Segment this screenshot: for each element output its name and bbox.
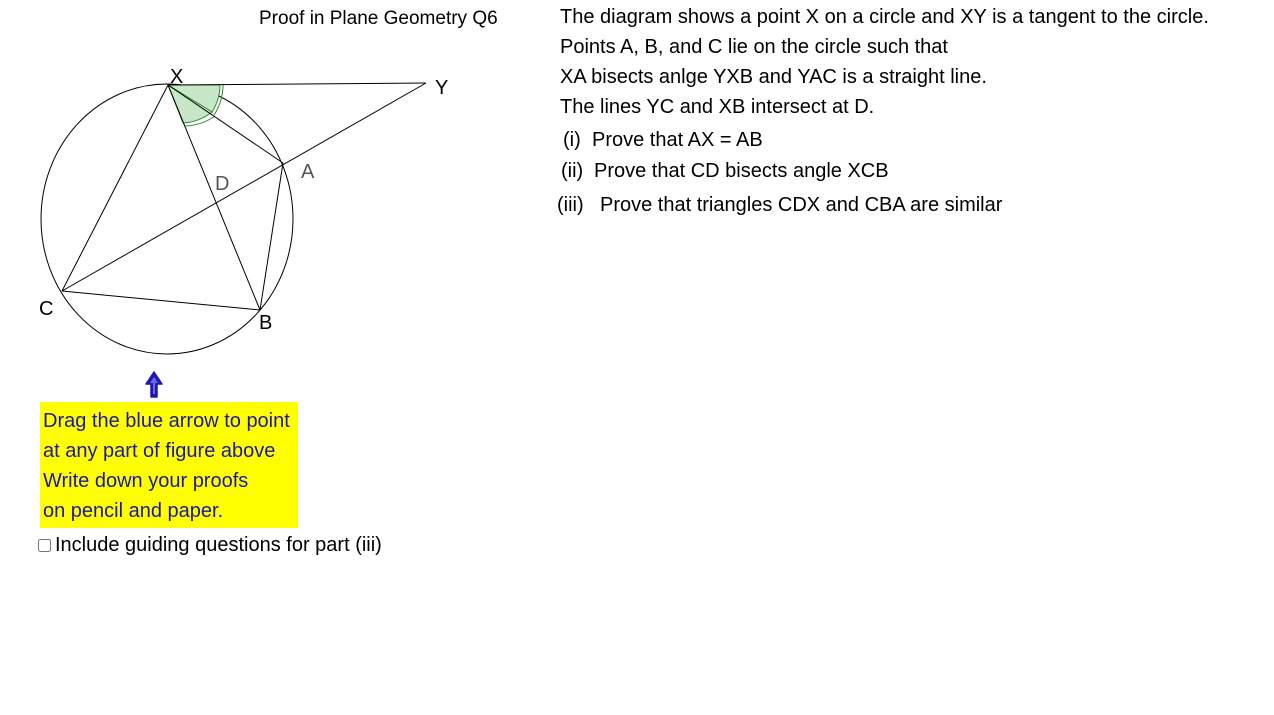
guiding-questions-checkbox[interactable] [38,539,51,552]
part-iii [557,194,1002,217]
statement-line: Points A, B, and C lie on the circle such that [560,36,948,58]
part-i [563,129,763,152]
point-label-x: X [170,66,184,88]
line-xc [62,85,168,291]
point-label-c: C [39,298,54,320]
instruction-line: at any part of figure above [43,440,276,462]
guiding-questions-toggle[interactable] [38,534,382,557]
page-title: Proof in Plane Geometry Q6 [259,8,498,29]
statement-line: The lines YC and XB intersect at D. [560,96,875,118]
geometry-figure [0,0,560,410]
instruction-line: on pencil and paper. [43,500,224,522]
instruction-line: Drag the blue arrow to point [43,410,290,432]
point-label-y: Y [435,77,449,99]
point-label-b: B [259,312,273,334]
part-text: Prove that triangles CDX and CBA are similar [600,194,1003,216]
part-number: (ii) [561,160,584,182]
part-ii [561,160,889,183]
statement-line: The diagram shows a point X on a circle and XY is a tangent to the circle. [560,6,1209,28]
line-cb [62,291,260,310]
draggable-arrow-icon[interactable] [146,372,162,397]
instruction-box [40,402,298,528]
point-label-a: A [301,161,315,183]
line-yc [62,83,426,291]
circle [41,84,293,354]
line-ab [260,163,283,310]
guiding-questions-label: Include guiding questions for part (iii) [55,534,382,556]
part-number: (i) [563,129,581,151]
point-label-d: D [215,173,230,195]
line-xa [168,85,283,163]
part-text: Prove that CD bisects angle XCB [594,160,889,182]
instruction-line: Write down your proofs [43,470,249,492]
line-xb [168,85,260,310]
part-number: (iii) [557,194,584,216]
tangent-xy [168,83,426,85]
part-text: Prove that AX = AB [592,129,763,151]
statement-line: XA bisects anlge YXB and YAC is a straight line. [560,66,987,88]
